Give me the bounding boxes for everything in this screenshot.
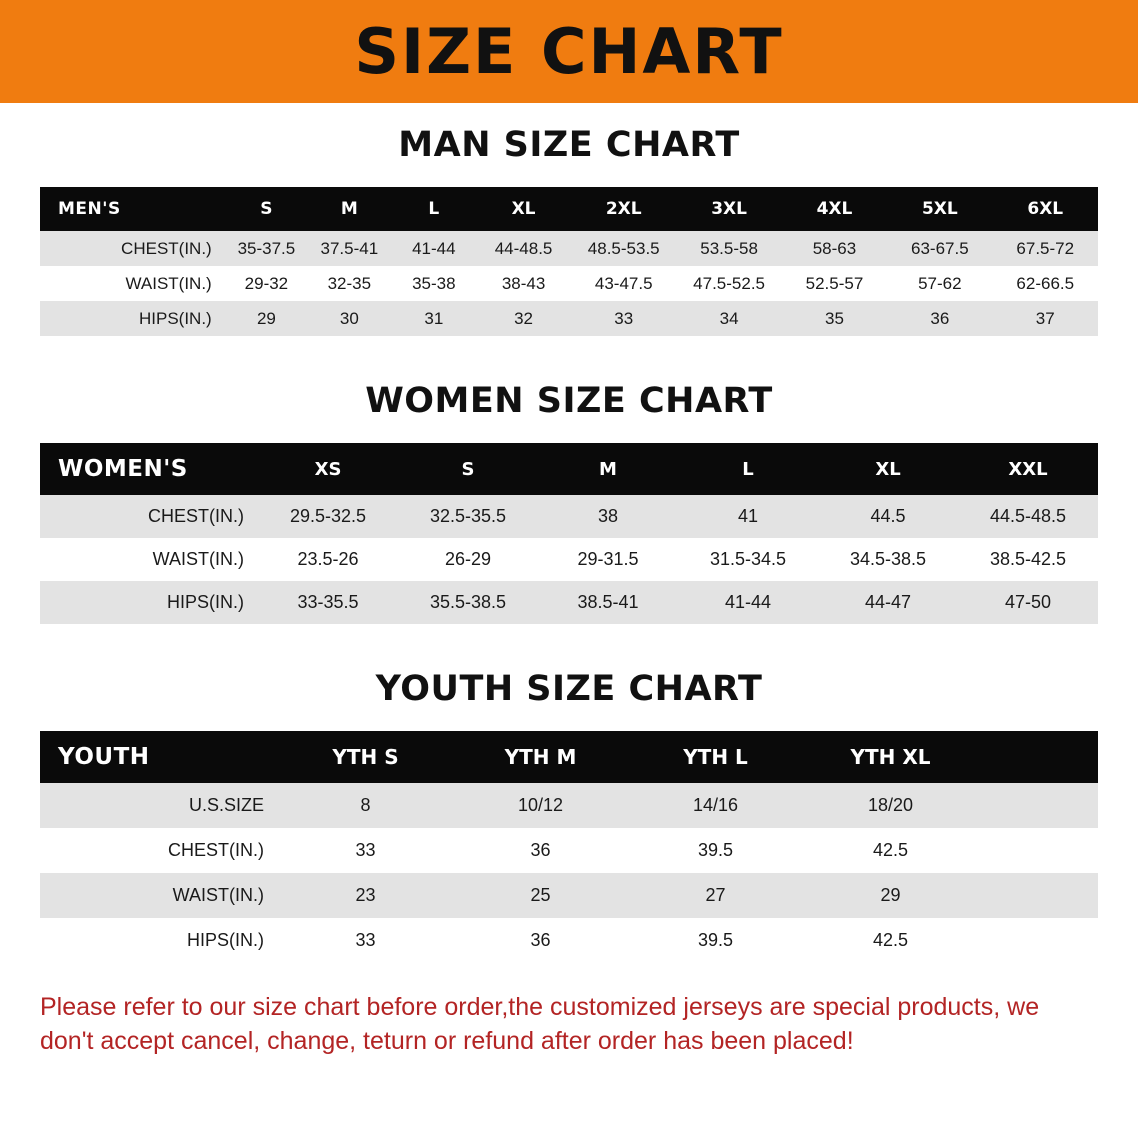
women-row-1-cell-4: 34.5-38.5 — [849, 549, 927, 569]
man-row-1-cell-7: 57-62 — [918, 273, 962, 293]
man-row-1-cell-8: 62-66.5 — [1016, 273, 1075, 293]
youth-row-0-cell-1: 10/12 — [517, 795, 564, 815]
youth-row-0-cell-0: 8 — [360, 795, 371, 815]
women-header-cell-1: XS — [314, 458, 342, 480]
man-header-cell-4: XL — [511, 199, 536, 219]
youth-row-1-cell-2: 39.5 — [697, 840, 734, 860]
table-row — [40, 266, 1098, 301]
man-row-1-cell-2: 35-38 — [412, 273, 456, 293]
youth-row-1-cell-1: 36 — [530, 840, 551, 860]
youth-header-cell-1: YTH S — [332, 745, 399, 769]
women-header-cell-3: M — [599, 458, 617, 480]
women-section-title: WOMEN SIZE CHART — [365, 381, 773, 421]
women-header-cell-6: XXL — [1008, 458, 1048, 480]
man-row-2-cell-5: 34 — [719, 308, 739, 328]
man-row-2-cell-8: 37 — [1035, 308, 1055, 328]
youth-row-2-cell-1: 25 — [530, 885, 551, 905]
man-row-0-label: CHEST(IN.) — [121, 238, 212, 258]
table-row — [40, 538, 1098, 581]
man-row-0-cell-5: 53.5-58 — [700, 238, 758, 258]
table-row — [40, 495, 1098, 538]
youth-section-title: YOUTH SIZE CHART — [375, 669, 763, 709]
man-row-1-cell-4: 43-47.5 — [594, 273, 653, 293]
women-row-2-cell-3: 41-44 — [724, 592, 772, 612]
women-row-0-cell-5: 44.5-48.5 — [989, 506, 1067, 526]
man-row-1-label: WAIST(IN.) — [125, 273, 212, 293]
women-row-0-cell-4: 44.5 — [870, 506, 906, 526]
man-row-0-cell-6: 58-63 — [812, 238, 857, 258]
youth-row-2-spacer — [978, 873, 1098, 918]
women-row-0-cell-0: 29.5-32.5 — [289, 506, 367, 526]
man-section-title: MAN SIZE CHART — [398, 125, 740, 165]
content — [0, 125, 1138, 963]
man-row-2-cell-4: 33 — [614, 308, 634, 328]
women-row-1-cell-3: 31.5-34.5 — [709, 549, 787, 569]
youth-row-1-cell-0: 33 — [355, 840, 376, 860]
youth-table-header-row — [40, 731, 1098, 783]
disclaimer-note: Please refer to our size chart before order,the customized jerseys are special products, we don't accept cancel, change, teturn or refund after order has been placed! — [40, 993, 1040, 1055]
man-row-0-cell-3: 44-48.5 — [494, 238, 553, 258]
women-row-2-cell-0: 33-35.5 — [297, 592, 359, 612]
youth-row-3-cell-0: 33 — [355, 930, 376, 950]
women-header-cell-5: XL — [875, 458, 901, 480]
man-row-1-cell-6: 52.5-57 — [805, 273, 864, 293]
women-row-2-cell-2: 38.5-41 — [577, 592, 639, 612]
man-header-cell-8: 5XL — [921, 199, 958, 219]
table-row — [40, 581, 1098, 624]
man-row-2-cell-3: 32 — [514, 308, 534, 328]
women-row-0-cell-2: 38 — [597, 506, 619, 526]
man-header-cell-2: M — [340, 199, 358, 219]
youth-header-cell-3: YTH L — [683, 745, 748, 769]
man-row-2-cell-6: 35 — [825, 308, 844, 328]
women-size-table — [40, 443, 1098, 624]
youth-row-3-spacer — [978, 918, 1098, 963]
man-size-table — [40, 187, 1098, 336]
banner-title: SIZE CHART — [354, 14, 784, 88]
women-header-cell-4: L — [742, 458, 754, 480]
women-row-1-cell-1: 26-29 — [444, 549, 492, 569]
man-row-2-label: HIPS(IN.) — [138, 308, 212, 328]
man-table-header-row — [40, 187, 1098, 231]
man-row-1-cell-1: 32-35 — [327, 273, 372, 293]
man-header-cell-3: L — [428, 199, 440, 219]
man-row-0-cell-8: 67.5-72 — [1016, 238, 1075, 258]
youth-row-3-cell-3: 42.5 — [872, 930, 909, 950]
youth-header-cell-2: YTH M — [504, 745, 577, 769]
man-row-2-cell-7: 36 — [930, 308, 950, 328]
women-row-0-cell-3: 41 — [737, 506, 759, 526]
youth-row-1-spacer — [978, 828, 1098, 873]
man-header-cell-7: 4XL — [816, 199, 853, 219]
youth-header-cell-0: YOUTH — [58, 744, 150, 770]
youth-row-2-cell-3: 29 — [880, 885, 901, 905]
youth-row-3-cell-2: 39.5 — [697, 930, 734, 950]
women-row-0-label: CHEST(IN.) — [148, 506, 244, 526]
youth-row-2-label: WAIST(IN.) — [172, 885, 264, 905]
man-row-0-cell-1: 37.5-41 — [320, 238, 379, 258]
women-row-2-cell-1: 35.5-38.5 — [429, 592, 507, 612]
man-row-0-cell-7: 63-67.5 — [911, 238, 969, 258]
women-header-cell-2: S — [461, 458, 475, 480]
youth-row-0-spacer — [978, 783, 1098, 828]
man-header-cell-5: 2XL — [605, 199, 642, 219]
man-header-cell-0: MEN'S — [58, 199, 121, 219]
women-header-cell-0: WOMEN'S — [58, 456, 188, 482]
women-row-1-cell-2: 29-31.5 — [577, 549, 639, 569]
youth-row-2-cell-2: 27 — [705, 885, 726, 905]
women-row-2-cell-5: 47-50 — [1004, 592, 1052, 612]
man-header-cell-1: S — [260, 199, 273, 219]
banner — [0, 0, 1138, 103]
man-row-0-cell-4: 48.5-53.5 — [587, 238, 660, 258]
table-row — [40, 828, 1098, 873]
youth-row-0-label: U.S.SIZE — [188, 795, 264, 815]
women-row-1-cell-0: 23.5-26 — [297, 549, 359, 569]
man-row-2-cell-2: 31 — [424, 308, 444, 328]
man-row-2-cell-1: 30 — [339, 308, 359, 328]
man-header-cell-9: 6XL — [1027, 199, 1064, 219]
table-row — [40, 231, 1098, 266]
women-row-1-cell-5: 38.5-42.5 — [989, 549, 1067, 569]
man-row-0-cell-2: 41-44 — [412, 238, 456, 258]
table-row — [40, 301, 1098, 336]
man-row-1-cell-5: 47.5-52.5 — [693, 273, 766, 293]
women-row-1-label: WAIST(IN.) — [152, 549, 244, 569]
women-row-2-cell-4: 44-47 — [864, 592, 912, 612]
youth-row-0-cell-3: 18/20 — [867, 795, 914, 815]
women-row-2-label: HIPS(IN.) — [166, 592, 244, 612]
man-row-2-cell-0: 29 — [256, 308, 276, 328]
youth-row-1-label: CHEST(IN.) — [168, 840, 264, 860]
man-header-cell-6: 3XL — [711, 199, 747, 219]
youth-row-2-cell-0: 23 — [355, 885, 376, 905]
man-row-0-cell-0: 35-37.5 — [237, 238, 296, 258]
youth-row-3-label: HIPS(IN.) — [186, 930, 264, 950]
youth-row-0-cell-2: 14/16 — [692, 795, 739, 815]
youth-size-table — [40, 731, 1098, 963]
women-table-header-row — [40, 443, 1098, 495]
man-row-1-cell-3: 38-43 — [501, 273, 546, 293]
table-row — [40, 783, 1098, 828]
youth-header-cell-4: YTH XL — [850, 745, 931, 769]
table-row — [40, 918, 1098, 963]
youth-row-3-cell-1: 36 — [530, 930, 551, 950]
man-row-1-cell-0: 29-32 — [244, 273, 289, 293]
youth-row-1-cell-3: 42.5 — [872, 840, 909, 860]
women-row-0-cell-1: 32.5-35.5 — [429, 506, 507, 526]
youth-header-spacer — [978, 731, 1098, 783]
table-row — [40, 873, 1098, 918]
